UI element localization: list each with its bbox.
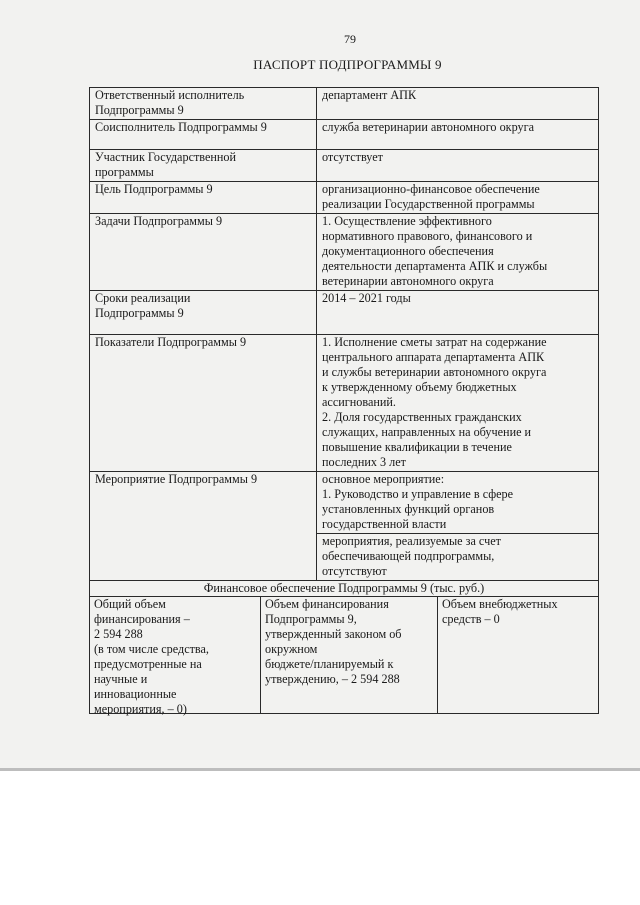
table-row [90,182,599,214]
measures-other: мероприятия, реализуемые за счет обеспечивающей подпрограммы, отсутствуют [317,534,599,581]
passport-table [89,87,599,714]
row-label: Показатели Подпрограммы 9 [90,335,317,472]
table-row [90,291,599,335]
row-value: 1. Осуществление эффективного нормативного правового, финансового и документационного обеспечения деятельности департамента АПК и службы ветеринарии автономного округа [317,214,599,291]
row-value: 1. Исполнение сметы затрат на содержание центрального аппарата департамента АПК и службы ветеринарии автономного округа к утвержденному объему бюджетных ассигнований. 2. Доля государственных гражданских служащих, направленных на обучение и повышение квалификации в течение последних 3 лет [317,335,599,472]
row-label: Ответственный исполнитель Подпрограммы 9 [90,88,317,120]
row-label: Участник Государственной программы [90,150,317,182]
row-label: Сроки реализации Подпрограммы 9 [90,291,317,335]
page-number: 79 [344,32,356,46]
finance-extrabudget: Объем внебюджетных средств – 0 [442,597,558,626]
finance-total: Общий объем финансирования – 2 594 288 (в том числе средства, предусмотренные на научные и инновационные мероприятия, – 0) [90,597,261,713]
table-row [90,335,599,472]
measures-main: основное мероприятие: 1. Руководство и управление в сфере установленных функций органов государственной власти [317,472,599,534]
row-label: Задачи Подпрограммы 9 [90,214,317,291]
row-value: отсутствует [317,150,599,182]
finance-row [90,597,599,714]
table-row [90,472,599,534]
table-row [90,120,599,150]
table-row [90,581,599,597]
finance-heading: Финансовое обеспечение Подпрограммы 9 (тыс. руб.) [90,581,599,597]
table-row [90,214,599,291]
row-value: организационно-финансовое обеспечение реализации Государственной программы [317,182,599,214]
table-row [90,150,599,182]
row-label: Соисполнитель Подпрограммы 9 [90,120,317,150]
finance-grid [90,597,598,716]
row-value: служба ветеринарии автономного округа [317,120,599,150]
measures-label: Мероприятие Подпрограммы 9 [90,472,317,581]
row-label: Цель Подпрограммы 9 [90,182,317,214]
finance-cell [90,597,599,714]
row-value: 2014 – 2021 годы [317,291,599,335]
scan-edge-divider [0,768,640,771]
finance-budget: Объем финансирования Подпрограммы 9, утвержденный законом об окружном бюджете/планируемый к утверждению, – 2 594 288 [261,597,438,713]
page-title: ПАСПОРТ ПОДПРОГРАММЫ 9 [253,57,442,72]
table-row [90,88,599,120]
row-value: департамент АПК [317,88,599,120]
